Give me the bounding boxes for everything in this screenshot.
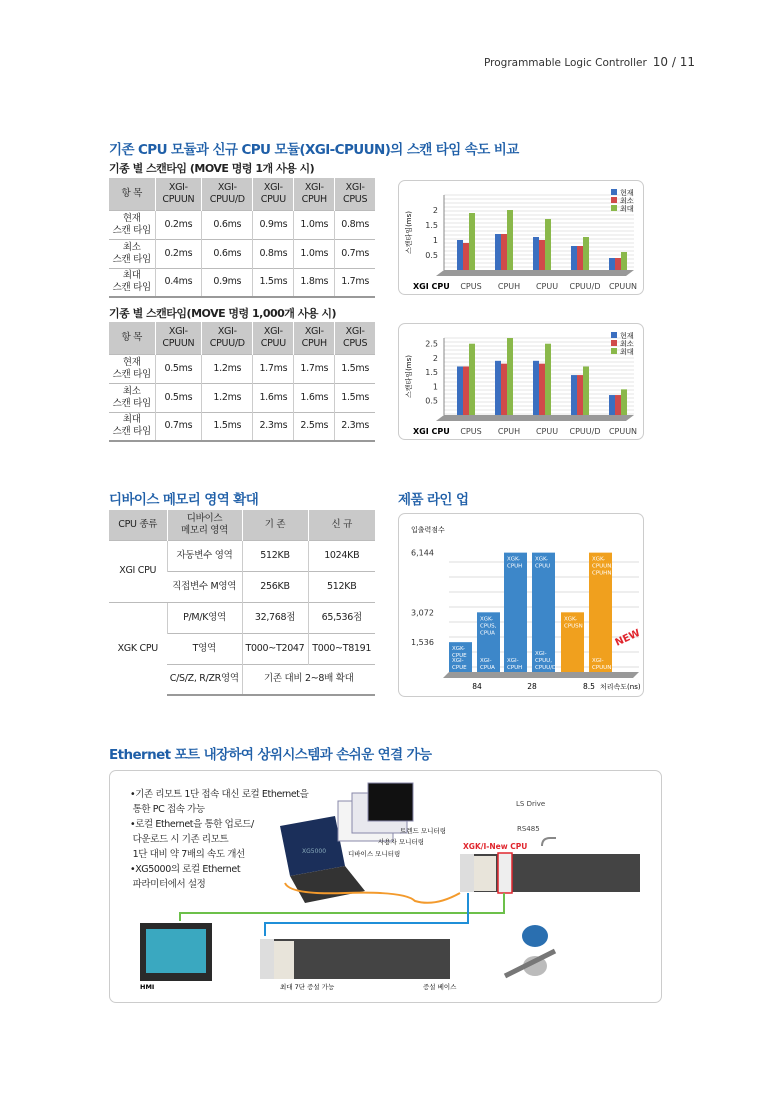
bar-label-top: XGK- <box>507 556 521 563</box>
cell: 직접변수 M영역 <box>167 571 242 602</box>
th: XGI- CPUH <box>294 322 335 354</box>
bar-최소 <box>577 246 583 270</box>
x-axis-label: XGI CPU <box>413 282 450 291</box>
th-new: 신 규 <box>308 510 375 540</box>
row-label: 최대 스캔 타임 <box>109 268 155 297</box>
cell: 기존 대비 2~8배 확대 <box>242 664 375 695</box>
bar-최소 <box>615 395 621 415</box>
y-tick-label: 0.5 <box>425 396 438 406</box>
legend-swatch <box>611 332 617 338</box>
bar-label-top: CPUHN <box>592 570 612 577</box>
th: XGI- CPUU/D <box>202 178 253 210</box>
bar-최소 <box>501 234 507 270</box>
user-monitoring-label: 사용자 모니터링 <box>378 838 425 846</box>
hmi-label: HMI <box>140 983 155 991</box>
cell: 0.2ms <box>155 239 202 268</box>
x-axis-label: XGI CPU <box>413 427 450 436</box>
y-tick-label: 3,072 <box>411 608 434 618</box>
bar-최소 <box>615 258 621 270</box>
bar-현재 <box>571 375 577 415</box>
cell: 1.6ms <box>294 383 335 412</box>
bar-label-top: CPUUN, <box>592 563 614 570</box>
bullet-item: •기존 리모트 1단 접속 대신 로컬 Ethernet을 통한 PC 접속 가능 <box>130 789 309 815</box>
cell: 1.7ms <box>294 354 335 383</box>
legend-label: 최소 <box>620 340 634 348</box>
x-tick-label: CPUU/D <box>569 427 601 436</box>
bar-label-bottom: XGI- <box>480 658 492 664</box>
bar-현재 <box>533 361 539 415</box>
bar-현재 <box>609 395 615 415</box>
bar-최대 <box>545 219 551 270</box>
cell: 0.2ms <box>155 210 202 239</box>
cell: T000~T8191 <box>308 633 375 664</box>
row-label: 현재 스캔 타임 <box>109 210 155 239</box>
bar-현재 <box>495 234 501 270</box>
x-tick-label: CPUUN <box>608 427 638 436</box>
row-label: 최소 스캔 타임 <box>109 239 155 268</box>
bar-label-bottom: CPUH <box>507 665 523 671</box>
x-group-label: 28 <box>527 682 537 691</box>
expansion-label: 최대 7단 증설 가능 <box>280 983 335 991</box>
bar-현재 <box>533 237 539 270</box>
legend-swatch <box>611 189 617 195</box>
bar-최대 <box>583 237 589 270</box>
bar-label-top: XGK- <box>535 556 549 563</box>
cell: 65,536점 <box>308 602 375 633</box>
blue-cable <box>265 893 468 936</box>
bar-label-bottom: CPUA <box>480 665 495 671</box>
scan-chart-2 <box>398 323 644 440</box>
cell: 1.2ms <box>202 383 253 412</box>
x-tick-label: CPUH <box>497 282 521 291</box>
th: 항 목 <box>109 322 155 354</box>
bar-label-top: XGK- <box>480 616 494 623</box>
cell: 0.9ms <box>253 210 294 239</box>
x-tick-label: CPUH <box>497 427 521 436</box>
th-old: 기 존 <box>242 510 308 540</box>
bar-label-bottom: CPUU/D <box>535 665 557 671</box>
bar-최소 <box>539 240 545 270</box>
bar-현재 <box>609 258 615 270</box>
cell: 1.5ms <box>335 383 375 412</box>
bar-최대 <box>621 389 627 415</box>
bar-현재 <box>457 240 463 270</box>
cell: 2.3ms <box>253 412 294 441</box>
bar-최대 <box>507 338 513 415</box>
cell: 1.2ms <box>202 354 253 383</box>
cell: 자동변수 영역 <box>167 540 242 571</box>
row-label: 현재 스캔 타임 <box>109 354 155 383</box>
lineup-bar <box>504 553 527 672</box>
bar-최대 <box>469 344 475 415</box>
x-tick-label: CPUU <box>535 282 559 291</box>
x-group-label: 8.5 <box>583 682 595 691</box>
cell: 2.3ms <box>335 412 375 441</box>
th-area: 디바이스 메모리 영역 <box>167 510 242 540</box>
hmi-icon <box>140 923 212 981</box>
green-cable <box>180 893 504 921</box>
table1-caption: 기종 별 스캔타임 (MOVE 명령 1개 사용 시) <box>109 162 315 175</box>
ls-drive-label: LS Drive <box>516 800 546 808</box>
y-tick-label: 6,144 <box>411 548 434 558</box>
bar-label-bottom: CPUE <box>452 665 467 671</box>
bar-label-top: CPUU <box>535 563 551 570</box>
x-tick-label: CPUS <box>460 282 482 291</box>
new-cpu-label: XGK/I-New CPU <box>463 842 528 851</box>
cell: 0.8ms <box>253 239 294 268</box>
cell: 0.7ms <box>155 412 202 441</box>
legend-label: 최소 <box>620 197 634 205</box>
legend-label: 최대 <box>620 348 634 356</box>
cell: 512KB <box>242 540 308 571</box>
bar-현재 <box>495 361 501 415</box>
cell: 1.5ms <box>335 354 375 383</box>
trend-monitoring-label: 트렌드 모니터링 <box>400 827 447 835</box>
y-axis-label: 스캔타임(ms) <box>405 355 413 398</box>
laptop-label: XG5000 <box>302 848 327 855</box>
bullet-item: •XG5000의 로컬 Ethernet 파라미터에서 설정 <box>130 864 241 890</box>
y-tick-label: 2 <box>432 353 438 363</box>
x-tick-label: CPUS <box>460 427 482 436</box>
th: XGI- CPUUN <box>155 322 202 354</box>
legend-label: 현재 <box>620 189 634 197</box>
cell: 1.6ms <box>253 383 294 412</box>
x-tick-label: CPUUN <box>608 282 638 291</box>
legend-swatch <box>611 197 617 203</box>
header-title: Programmable Logic Controller <box>484 57 647 69</box>
bar-최소 <box>501 364 507 415</box>
th: 항 목 <box>109 178 155 210</box>
bar-현재 <box>571 246 577 270</box>
bar-label-bottom: CPUU, <box>535 658 552 664</box>
x-tick-label: CPUU/D <box>569 282 601 291</box>
cell: 512KB <box>308 571 375 602</box>
y-tick-label: 1.5 <box>425 221 438 230</box>
th: XGI- CPUUN <box>155 178 202 210</box>
cell: 0.6ms <box>202 210 253 239</box>
cell: 0.8ms <box>335 210 375 239</box>
scan-table-1 <box>109 178 375 298</box>
cell: 1.5ms <box>202 412 253 441</box>
section-title-lineup: 제품 라인 업 <box>398 492 469 508</box>
bar-label-bottom: CPUUN <box>592 665 612 671</box>
cell: 0.9ms <box>202 268 253 297</box>
y-tick-label: 0.5 <box>425 251 438 260</box>
row-label: 최소 스캔 타임 <box>109 383 155 412</box>
bullet-item: •로컬 Ethernet을 통한 업로드/ 다운로드 시 기존 리모트 1단 대비 약 7배의 속도 개선 <box>130 819 254 860</box>
bar-최대 <box>507 210 513 270</box>
page-number: 10 / 11 <box>652 55 695 69</box>
cell: 0.5ms <box>155 383 202 412</box>
bar-현재 <box>457 367 463 415</box>
scan-chart-1 <box>398 180 644 295</box>
cell: 2.5ms <box>294 412 335 441</box>
bar-label-bottom: XGI- <box>452 658 464 664</box>
page-header <box>484 55 695 69</box>
rs485-arrow-icon <box>542 838 556 846</box>
cell: 1.7ms <box>253 354 294 383</box>
y-tick-label: 1 <box>432 382 438 392</box>
y-tick-label: 2.5 <box>425 339 438 349</box>
th: XGI- CPUU <box>253 178 294 210</box>
plc-rack-icon <box>460 853 640 893</box>
cell: 0.6ms <box>202 239 253 268</box>
bar-label-bottom: XGI- <box>592 658 604 664</box>
bar-최대 <box>583 367 589 415</box>
cell: 1.8ms <box>294 268 335 297</box>
y-tick-label: 1,536 <box>411 638 434 648</box>
legend-swatch <box>611 348 617 354</box>
cell: 0.4ms <box>155 268 202 297</box>
bar-최대 <box>545 344 551 415</box>
legend-swatch <box>611 205 617 211</box>
x-tick-label: CPUU <box>535 427 559 436</box>
th: XGI- CPUU <box>253 322 294 354</box>
table2-caption: 기종 별 스캔타임(MOVE 명령 1,000개 사용 시) <box>109 307 336 320</box>
ethernet-diagram <box>109 770 662 1003</box>
th: XGI- CPUS <box>335 178 375 210</box>
cell: 1.0ms <box>294 210 335 239</box>
network-diagram <box>110 771 663 1004</box>
cell: 256KB <box>242 571 308 602</box>
base-label: 증설 베이스 <box>423 983 457 991</box>
new-badge: NEW <box>613 627 643 649</box>
legend-label: 최대 <box>620 205 634 213</box>
section-title-memory: 디바이스 메모리 영역 확대 <box>109 492 259 508</box>
x-axis-label: 처리속도(ns) <box>600 683 641 691</box>
bar-label-top: XGK- <box>564 616 578 623</box>
scan-table-2 <box>109 322 375 442</box>
row-label: 최대 스캔 타임 <box>109 412 155 441</box>
section-title-ethernet: Ethernet 포트 내장하여 상위시스템과 손쉬운 연결 가능 <box>109 747 432 763</box>
cell: 1024KB <box>308 540 375 571</box>
cell: 1.7ms <box>335 268 375 297</box>
y-axis-label: 스캔타임(ms) <box>405 211 413 254</box>
chart-floor <box>443 672 639 678</box>
bar-label-top: CPUA <box>480 630 495 637</box>
bar-label-top: CPUE <box>452 653 467 660</box>
cell: C/S/Z, R/ZR영역 <box>167 664 242 695</box>
cell-xgi: XGI CPU <box>109 540 167 602</box>
bar-최대 <box>621 252 627 270</box>
cell: 0.5ms <box>155 354 202 383</box>
cell: P/M/K영역 <box>167 602 242 633</box>
cell: 1.5ms <box>253 268 294 297</box>
section-title-scan: 기존 CPU 모듈과 신규 CPU 모듈(XGI-CPUUN)의 스캔 타임 속도 비교 <box>109 142 519 158</box>
bar-최소 <box>463 367 469 415</box>
expansion-rack-icon <box>260 939 450 979</box>
bar-label-top: CPUS, <box>480 623 497 630</box>
cell: 1.0ms <box>294 239 335 268</box>
legend-swatch <box>611 340 617 346</box>
bar-label-top: XGK- <box>452 646 466 653</box>
motor-icon <box>505 925 555 976</box>
lineup-chart <box>398 513 644 697</box>
bar-최소 <box>463 243 469 270</box>
y-tick-label: 1 <box>432 236 438 245</box>
bar-label-top: CPUSN <box>564 623 583 630</box>
device-monitoring-label: 디바이스 모니터링 <box>348 850 401 858</box>
bar-최대 <box>469 213 475 270</box>
bar-label-top: CPUH <box>507 563 523 570</box>
bar-label-top: XGK- <box>592 556 606 563</box>
memory-table <box>109 510 375 696</box>
cell: 32,768점 <box>242 602 308 633</box>
th: XGI- CPUS <box>335 322 375 354</box>
x-group-label: 84 <box>472 682 482 691</box>
rs485-label: RS485 <box>517 825 540 833</box>
chart-floor <box>436 415 634 421</box>
th-cpu: CPU 종류 <box>109 510 167 540</box>
cell: T영역 <box>167 633 242 664</box>
bar-최소 <box>577 375 583 415</box>
bar-label-bottom: XGI- <box>535 651 547 657</box>
cell-xgk: XGK CPU <box>109 602 167 695</box>
bar-최소 <box>539 364 545 415</box>
cell: 0.7ms <box>335 239 375 268</box>
th: XGI- CPUU/D <box>202 322 253 354</box>
th: XGI- CPUH <box>294 178 335 210</box>
y-tick-label: 2 <box>432 206 438 215</box>
cell: T000~T2047 <box>242 633 308 664</box>
legend-label: 현재 <box>620 332 634 340</box>
bar-label-bottom: XGI- <box>507 658 519 664</box>
y-axis-label: 입출력점수 <box>411 526 445 534</box>
chart-floor <box>436 270 634 276</box>
y-tick-label: 1.5 <box>425 368 438 378</box>
